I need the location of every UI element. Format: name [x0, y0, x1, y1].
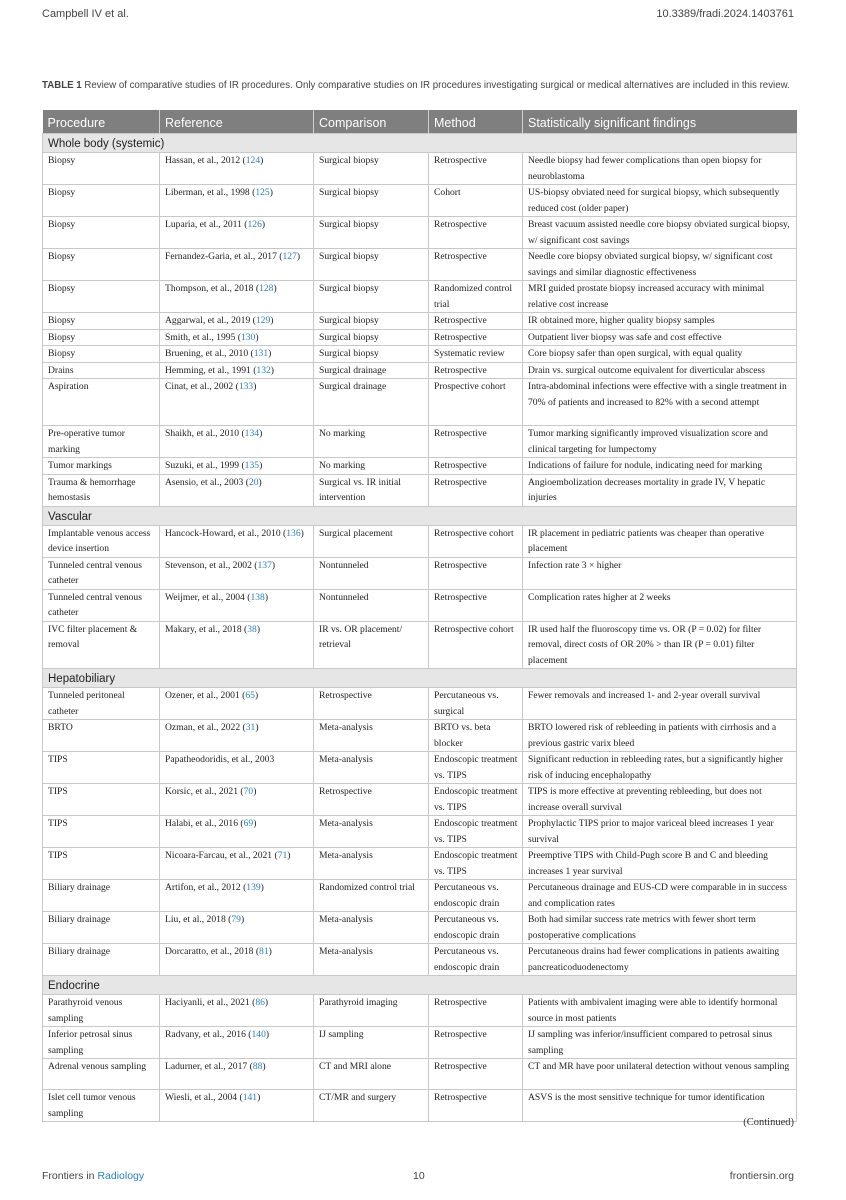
reference-text: Haciyanli, et al., 2021 ( — [165, 997, 256, 1008]
section-row — [43, 976, 797, 995]
cell-method: Cohort — [429, 185, 523, 217]
reference-text: Thompson, et al., 2018 ( — [165, 283, 260, 294]
col-header-comparison: Comparison — [314, 110, 429, 134]
citation-link[interactable]: 20 — [248, 476, 259, 488]
reference-close: ) — [255, 722, 259, 733]
reference-close: ) — [253, 381, 257, 392]
section-title: Vascular — [43, 506, 797, 525]
cell-method: Retrospective — [429, 995, 523, 1027]
running-header-authors: Campbell IV et al. — [42, 8, 129, 20]
table-row — [43, 1090, 797, 1122]
table-row — [43, 281, 797, 313]
cell-comparison: Surgical placement — [314, 525, 429, 557]
table-body — [43, 134, 797, 1122]
cell-reference — [160, 329, 314, 346]
cell-findings: Angioembolization decreases mortality in grade IV, V hepatic injuries — [523, 474, 797, 506]
cell-comparison: Surgical biopsy — [314, 329, 429, 346]
cell-reference — [160, 281, 314, 313]
table-row — [43, 995, 797, 1027]
cell-reference — [160, 458, 314, 475]
cell-findings: BRTO lowered risk of rebleeding in patients with cirrhosis and a previous gastric varix bleed — [523, 720, 797, 752]
table-row — [43, 557, 797, 589]
reference-text: Hemming, et al., 1991 ( — [165, 364, 257, 376]
cell-findings: Both had similar success rate metrics with fewer short term postoperative complications — [523, 912, 797, 944]
cell-method: Percutaneous vs. endoscopic drain — [429, 912, 523, 944]
reference-text: Hancock-Howard, et al., 2010 ( — [165, 527, 287, 539]
table-row — [43, 944, 797, 976]
citation-link[interactable]: 129 — [255, 315, 271, 326]
cell-reference — [160, 557, 314, 589]
reference-close: ) — [259, 428, 263, 439]
cell-method: Endoscopic treatment vs. TIPS — [429, 848, 523, 880]
cell-comparison: Nontunneled — [314, 589, 429, 621]
cell-comparison: IJ sampling — [314, 1027, 429, 1059]
reference-text: Weijmer, et al., 2004 ( — [165, 591, 251, 603]
table-row — [43, 249, 797, 281]
reference-close: ) — [270, 315, 274, 326]
cell-reference — [160, 816, 314, 848]
reference-close: ) — [260, 882, 264, 893]
cell-comparison: Surgical biopsy — [314, 281, 429, 313]
citation-link[interactable]: 70 — [243, 786, 254, 797]
reference-close: ) — [264, 591, 269, 603]
citation-link[interactable]: 86 — [255, 997, 265, 1008]
reference-close: ) — [262, 1061, 266, 1072]
table-row — [43, 688, 797, 720]
cell-method: Retrospective — [429, 557, 523, 589]
cell-method: Retrospective — [429, 362, 523, 379]
cell-procedure: Biopsy — [43, 281, 160, 313]
cell-comparison: CT and MRI alone — [314, 1059, 429, 1090]
citation-link[interactable]: 136 — [286, 527, 301, 539]
reference-close: ) — [254, 690, 259, 701]
cell-procedure: Implantable venous access device insertion — [43, 525, 160, 557]
reference-text: Hassan, et al., 2012 ( — [165, 155, 246, 166]
cell-comparison: Meta-analysis — [314, 944, 429, 976]
cell-method: Randomized control trial — [429, 281, 523, 313]
cell-reference — [160, 525, 314, 557]
table-row — [43, 848, 797, 880]
cell-comparison: Surgical drainage — [314, 362, 429, 379]
cell-procedure: Pre-operative tumor marking — [43, 426, 160, 458]
citation-link[interactable]: 141 — [242, 1092, 258, 1103]
cell-reference — [160, 379, 314, 426]
cell-procedure: Biopsy — [43, 249, 160, 281]
cell-reference — [160, 784, 314, 816]
citation-link[interactable]: 128 — [259, 283, 274, 294]
cell-procedure: Biopsy — [43, 346, 160, 363]
table-row — [43, 525, 797, 557]
cell-procedure: Tunneled peritoneal catheter — [43, 688, 160, 720]
cell-comparison: No marking — [314, 426, 429, 458]
cell-procedure: Inferior petrosal sinus sampling — [43, 1027, 160, 1059]
reference-text: Suzuki, et al., 1999 ( — [165, 460, 245, 471]
reference-close: ) — [261, 219, 266, 230]
cell-procedure: Parathyroid venous sampling — [43, 995, 160, 1027]
cell-procedure: Biopsy — [43, 185, 160, 217]
citation-link[interactable]: 69 — [243, 818, 254, 829]
section-row — [43, 669, 797, 688]
reference-text: Ozener, et al., 2001 ( — [165, 690, 246, 701]
reference-text: Stevenson, et al., 2002 ( — [165, 559, 258, 571]
cell-procedure: TIPS — [43, 816, 160, 848]
reference-close: ) — [265, 1029, 270, 1040]
reference-text: Fernandez-Garia, et al., 2017 ( — [165, 251, 283, 262]
cell-findings: Percutaneous drainage and EUS-CD were comparable in in success and complication rates — [523, 880, 797, 912]
reference-text: Liberman, et al., 1998 ( — [165, 187, 256, 198]
cell-procedure: TIPS — [43, 784, 160, 816]
cell-findings: ASVS is the most sensitive technique for tumor identification — [523, 1090, 797, 1122]
cell-method: Retrospective — [429, 249, 523, 281]
citation-link[interactable]: 124 — [245, 155, 261, 166]
cell-procedure: Trauma & hemorrhage hemostasis — [43, 474, 160, 506]
table-row — [43, 720, 797, 752]
cell-findings: MRI guided prostate biopsy increased accuracy with minimal relative cost increase — [523, 281, 797, 313]
cell-reference — [160, 848, 314, 880]
reference-close: ) — [296, 251, 301, 262]
cell-procedure: Biopsy — [43, 217, 160, 249]
cell-procedure: Biliary drainage — [43, 944, 160, 976]
cell-comparison: Surgical biopsy — [314, 313, 429, 330]
table-row — [43, 379, 797, 426]
cell-findings: IR placement in pediatric patients was cheaper than operative placement — [523, 525, 797, 557]
table-row — [43, 313, 797, 330]
table-row — [43, 880, 797, 912]
cell-reference — [160, 185, 314, 217]
cell-method: Retrospective cohort — [429, 621, 523, 669]
cell-comparison: Parathyroid imaging — [314, 995, 429, 1027]
table-row — [43, 346, 797, 363]
cell-findings: IR obtained more, higher quality biopsy samples — [523, 313, 797, 330]
cell-method: Retrospective — [429, 329, 523, 346]
table-header-row — [43, 110, 797, 134]
cell-findings: US-biopsy obviated need for surgical biopsy, which subsequently reduced cost (older paper) — [523, 185, 797, 217]
cell-reference — [160, 621, 314, 669]
reference-text: Radvany, et al., 2016 ( — [165, 1029, 252, 1040]
cell-procedure: Drains — [43, 362, 160, 379]
footer-journal-name: Radiology — [97, 1170, 145, 1182]
reference-close: ) — [258, 476, 262, 488]
cell-reference — [160, 153, 314, 185]
cell-findings: Needle biopsy had fewer complications than open biopsy for neuroblastoma — [523, 153, 797, 185]
reference-text: Asensio, et al., 2003 ( — [165, 476, 249, 488]
cell-method: Retrospective — [429, 589, 523, 621]
citation-link[interactable]: 65 — [245, 690, 255, 701]
cell-method: Retrospective — [429, 458, 523, 475]
cell-reference — [160, 362, 314, 379]
citation-link[interactable]: 140 — [251, 1029, 266, 1040]
col-header-procedure: Procedure — [43, 110, 160, 134]
section-row — [43, 506, 797, 525]
reference-text: Cinat, et al., 2002 ( — [165, 381, 239, 392]
cell-comparison: Surgical biopsy — [314, 217, 429, 249]
reference-close: ) — [253, 786, 257, 797]
table-row — [43, 185, 797, 217]
cell-findings: Prophylactic TIPS prior to major variceal bleed increases 1 year survival — [523, 816, 797, 848]
cell-reference — [160, 426, 314, 458]
cell-findings: Outpatient liver biopsy was safe and cost effective — [523, 329, 797, 346]
cell-comparison: Meta-analysis — [314, 848, 429, 880]
reference-close: ) — [260, 155, 264, 166]
cell-method: Systematic review — [429, 346, 523, 363]
reference-close: ) — [287, 850, 291, 861]
cell-reference — [160, 1059, 314, 1090]
section-row — [43, 134, 797, 153]
comparative-studies-table — [42, 110, 797, 1122]
table-row — [43, 1027, 797, 1059]
cell-reference — [160, 944, 314, 976]
reference-close: ) — [268, 348, 272, 359]
cell-comparison: Meta-analysis — [314, 720, 429, 752]
cell-reference — [160, 1090, 314, 1122]
section-title: Whole body (systemic) — [43, 134, 797, 153]
cell-findings: IR used half the fluoroscopy time vs. OR (P = 0.02) for filter removal, direct costs of OR 20% > than IR (P = 0.01) filter placement — [523, 621, 797, 669]
citation-link[interactable]: 132 — [256, 364, 271, 376]
reference-close: ) — [270, 364, 274, 376]
table-row — [43, 816, 797, 848]
cell-procedure: Islet cell tumor venous sampling — [43, 1090, 160, 1122]
footer-journal-prefix: Frontiers in — [42, 1170, 98, 1182]
cell-method: BRTO vs. beta blocker — [429, 720, 523, 752]
cell-findings: TIPS is more effective at preventing rebleeding, but does not increase overall survival — [523, 784, 797, 816]
table-row — [43, 329, 797, 346]
cell-reference — [160, 720, 314, 752]
col-header-reference: Reference — [160, 110, 314, 134]
cell-method: Retrospective cohort — [429, 525, 523, 557]
cell-findings: CT and MR have poor unilateral detection without venous sampling — [523, 1059, 797, 1090]
reference-text: Liu, et al., 2018 ( — [165, 914, 232, 925]
cell-findings: Intra-abdominal infections were effective with a single treatment in 70% of patients and increased to 82% with a second attempt — [523, 379, 797, 426]
cell-findings: Fewer removals and increased 1- and 2-year overall survival — [523, 688, 797, 720]
cell-method: Prospective cohort — [429, 379, 523, 426]
table-row — [43, 153, 797, 185]
reference-text: Bruening, et al., 2010 ( — [165, 348, 254, 359]
col-header-findings: Statistically significant findings — [523, 110, 797, 134]
reference-close: ) — [253, 818, 257, 829]
reference-text: Smith, et al., 1995 ( — [165, 331, 241, 343]
cell-comparison: No marking — [314, 458, 429, 475]
citation-link[interactable]: 137 — [257, 559, 272, 571]
reference-text: Artifon, et al., 2012 ( — [165, 882, 247, 893]
cell-reference — [160, 313, 314, 330]
reference-text: Papatheodoridis, et al., 2003 — [165, 754, 275, 765]
cell-procedure: Biliary drainage — [43, 912, 160, 944]
cell-comparison: Retrospective — [314, 784, 429, 816]
footer-site-link[interactable]: frontiersin.org — [729, 1170, 794, 1182]
table-row — [43, 784, 797, 816]
reference-text: Aggarwal, et al., 2019 ( — [165, 315, 256, 326]
citation-link[interactable]: 71 — [277, 850, 288, 861]
cell-reference — [160, 1027, 314, 1059]
cell-comparison: Nontunneled — [314, 557, 429, 589]
reference-text: Makary, et al., 2018 ( — [165, 623, 248, 635]
cell-method: Retrospective — [429, 1090, 523, 1122]
table-row — [43, 1059, 797, 1090]
cell-findings: Percutaneous drains had fewer complications in patients awaiting pancreaticoduodenectomy — [523, 944, 797, 976]
cell-findings: Complication rates higher at 2 weeks — [523, 589, 797, 621]
cell-reference — [160, 912, 314, 944]
cell-findings: Significant reduction in rebleeding rates, but a significantly higher risk of inducing encephalopathy — [523, 752, 797, 784]
table-label: TABLE 1 — [42, 80, 82, 91]
cell-comparison: Surgical biopsy — [314, 249, 429, 281]
table-row — [43, 426, 797, 458]
cell-findings: Tumor marking significantly improved visualization score and clinical targeting for lumpectomy — [523, 426, 797, 458]
cell-procedure: TIPS — [43, 752, 160, 784]
cell-comparison: Meta-analysis — [314, 912, 429, 944]
citation-link[interactable]: 88 — [252, 1061, 263, 1072]
cell-comparison: Retrospective — [314, 688, 429, 720]
cell-reference — [160, 249, 314, 281]
cell-findings: Patients with ambivalent imaging were able to identify hormonal source in most patients — [523, 995, 797, 1027]
cell-findings: Preemptive TIPS with Child-Pugh score B and C and bleeding increases 1 year survival — [523, 848, 797, 880]
cell-procedure: Tunneled central venous catheter — [43, 589, 160, 621]
continued-note: (Continued) — [743, 1117, 794, 1128]
reference-close: ) — [257, 1092, 261, 1103]
cell-comparison: CT/MR and surgery — [314, 1090, 429, 1122]
citation-link[interactable]: 135 — [244, 460, 260, 471]
cell-method: Retrospective — [429, 1027, 523, 1059]
cell-procedure: Tumor markings — [43, 458, 160, 475]
cell-procedure: Aspiration — [43, 379, 160, 426]
reference-text: Ladurner, et al., 2017 ( — [165, 1061, 253, 1072]
cell-procedure: BRTO — [43, 720, 160, 752]
cell-procedure: Tunneled central venous catheter — [43, 557, 160, 589]
cell-method: Percutaneous vs. endoscopic drain — [429, 880, 523, 912]
citation-link[interactable]: 38 — [247, 623, 257, 635]
section-title: Endocrine — [43, 976, 797, 995]
cell-findings: Drain vs. surgical outcome equivalent for diverticular abscess — [523, 362, 797, 379]
table-row — [43, 217, 797, 249]
table-row — [43, 621, 797, 669]
reference-close: ) — [269, 187, 273, 198]
reference-close: ) — [240, 914, 245, 925]
citation-link[interactable]: 131 — [253, 348, 269, 359]
citation-link[interactable]: 79 — [231, 914, 241, 925]
cell-comparison: IR vs. OR placement/ retrieval — [314, 621, 429, 669]
cell-method: Endoscopic treatment vs. TIPS — [429, 816, 523, 848]
cell-comparison: Surgical biopsy — [314, 153, 429, 185]
cell-comparison: Meta-analysis — [314, 752, 429, 784]
cell-reference — [160, 752, 314, 784]
cell-comparison: Meta-analysis — [314, 816, 429, 848]
cell-findings: IJ sampling was inferior/insufficient compared to petrosal sinus sampling — [523, 1027, 797, 1059]
cell-method: Retrospective — [429, 217, 523, 249]
citation-link[interactable]: 125 — [255, 187, 270, 198]
cell-method: Percutaneous vs. endoscopic drain — [429, 944, 523, 976]
table-row — [43, 458, 797, 475]
reference-text: Halabi, et al., 2016 ( — [165, 818, 244, 829]
footer-journal — [42, 1170, 144, 1182]
cell-comparison: Randomized control trial — [314, 880, 429, 912]
cell-reference — [160, 217, 314, 249]
reference-close: ) — [255, 331, 259, 343]
cell-findings: Core biopsy safer than open surgical, with equal quality — [523, 346, 797, 363]
reference-text: Ozman, et al., 2022 ( — [165, 722, 246, 733]
cell-findings: Breast vacuum assisted needle core biopsy obviated surgical biopsy, w/ significant cost savings — [523, 217, 797, 249]
citation-link[interactable]: 133 — [238, 381, 254, 392]
cell-procedure: Adrenal venous sampling — [43, 1059, 160, 1090]
cell-reference — [160, 880, 314, 912]
citation-link[interactable]: 31 — [245, 722, 256, 733]
cell-procedure: IVC filter placement & removal — [43, 621, 160, 669]
cell-method: Retrospective — [429, 153, 523, 185]
cell-method: Retrospective — [429, 474, 523, 506]
table-row — [43, 589, 797, 621]
section-title: Hepatobiliary — [43, 669, 797, 688]
table-row — [43, 362, 797, 379]
cell-findings: Needle core biopsy obviated surgical biopsy, w/ significant cost savings and similar diagnostic effectiveness — [523, 249, 797, 281]
citation-link[interactable]: 134 — [244, 428, 260, 439]
cell-procedure: TIPS — [43, 848, 160, 880]
table-row — [43, 912, 797, 944]
cell-reference — [160, 589, 314, 621]
reference-text: Wiesli, et al., 2004 ( — [165, 1092, 243, 1103]
cell-procedure: Biliary drainage — [43, 880, 160, 912]
table-row — [43, 752, 797, 784]
citation-link[interactable]: 127 — [282, 251, 297, 262]
cell-method: Percutaneous vs. surgical — [429, 688, 523, 720]
reference-close: ) — [273, 283, 277, 294]
cell-method: Endoscopic treatment vs. TIPS — [429, 752, 523, 784]
col-header-method: Method — [429, 110, 523, 134]
cell-procedure: Biopsy — [43, 313, 160, 330]
cell-procedure: Biopsy — [43, 329, 160, 346]
citation-link[interactable]: 81 — [259, 946, 269, 957]
citation-link[interactable]: 130 — [240, 331, 256, 343]
cell-findings: Indications of failure for nodule, indicating need for marking — [523, 458, 797, 475]
cell-method: Retrospective — [429, 313, 523, 330]
cell-reference — [160, 995, 314, 1027]
reference-close: ) — [264, 997, 269, 1008]
reference-text: Shaikh, et al., 2010 ( — [165, 428, 245, 439]
citation-link[interactable]: 139 — [246, 882, 261, 893]
cell-comparison: Surgical biopsy — [314, 346, 429, 363]
cell-method: Endoscopic treatment vs. TIPS — [429, 784, 523, 816]
cell-comparison: Surgical drainage — [314, 379, 429, 426]
cell-comparison: Surgical biopsy — [314, 185, 429, 217]
reference-close: ) — [268, 946, 272, 957]
citation-link[interactable]: 138 — [250, 591, 265, 603]
cell-procedure: Biopsy — [43, 153, 160, 185]
reference-text: Dorcaratto, et al., 2018 ( — [165, 946, 260, 957]
cell-comparison: Surgical vs. IR initial intervention — [314, 474, 429, 506]
table-row — [43, 474, 797, 506]
cell-reference — [160, 688, 314, 720]
reference-text: Luparia, et al., 2011 ( — [165, 219, 248, 230]
page-number: 10 — [413, 1170, 425, 1182]
reference-text: Nicoara-Farcau, et al., 2021 ( — [165, 850, 278, 861]
reference-close: ) — [259, 460, 263, 471]
reference-close: ) — [271, 559, 276, 571]
running-header-doi: 10.3389/fradi.2024.1403761 — [656, 8, 794, 20]
table-caption — [42, 80, 800, 92]
reference-text: Korsic, et al., 2021 ( — [165, 786, 244, 797]
cell-method: Retrospective — [429, 1059, 523, 1090]
reference-close: ) — [300, 527, 304, 539]
cell-findings: Infection rate 3 × higher — [523, 557, 797, 589]
cell-method: Retrospective — [429, 426, 523, 458]
table-caption-text: Review of comparative studies of IR procedures. Only comparative studies on IR procedures investigating surgical or medical alternatives are included in this review. — [84, 80, 790, 91]
cell-reference — [160, 346, 314, 363]
citation-link[interactable]: 126 — [247, 219, 262, 230]
reference-close: ) — [256, 623, 261, 635]
cell-reference — [160, 474, 314, 506]
